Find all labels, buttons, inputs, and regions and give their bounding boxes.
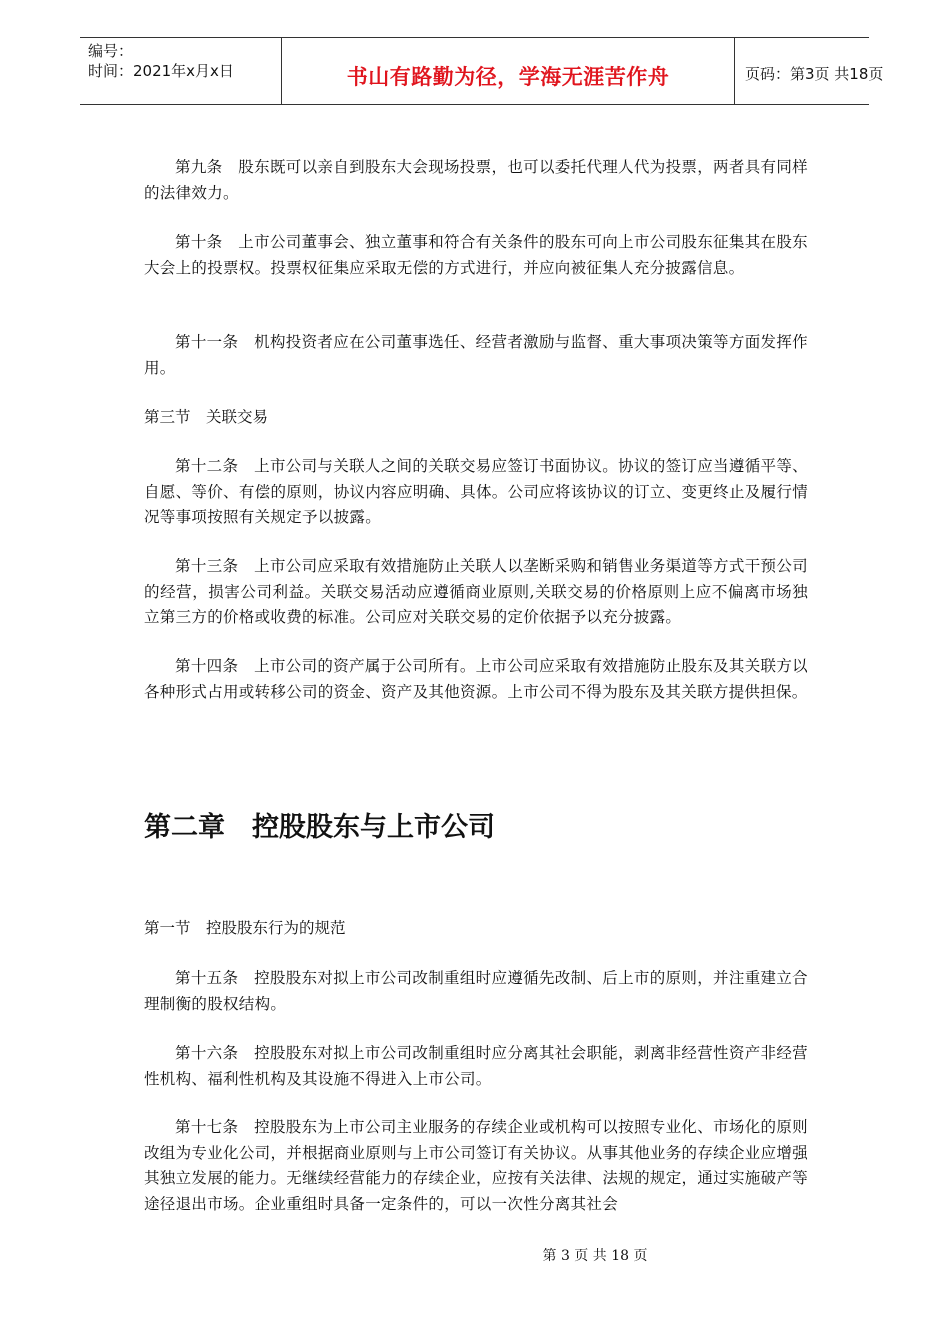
header-info-cell <box>80 38 281 104</box>
article-13: 第十三条 上市公司应采取有效措施防止关联人以垄断采购和销售业务渠道等方式干预公司的经营，损害公司利益。关联交易活动应遵循商业原则,关联交易的价格原则上应不偏离市场独立第三方的价格或收费的标准。公司应对关联交易的定价依据予以充分披露。 <box>144 557 808 626</box>
page-header <box>80 37 884 105</box>
article-14: 第十四条 上市公司的资产属于公司所有。上市公司应采取有效措施防止股东及其关联方以各种形式占用或转移公司的资金、资产及其他资源。上市公司不得为股东及其关联方提供担保。 <box>144 657 808 701</box>
header-page-number: 页码：第3页 共18页 <box>745 65 884 83</box>
article-15: 第十五条 控股股东对拟上市公司改制重组时应遵循先改制、后上市的原则，并注重建立合理制衡的股权结构。 <box>144 969 808 1013</box>
page-footer: 第 3 页 共 18 页 <box>542 1248 648 1264</box>
article-16: 第十六条 控股股东对拟上市公司改制重组时应分离其社会职能，剥离非经营性资产非经营性机构、福利性机构及其设施不得进入上市公司。 <box>144 1044 808 1088</box>
article-9: 第九条 股东既可以亲自到股东大会现场投票，也可以委托代理人代为投票，两者具有同样的法律效力。 <box>144 158 808 202</box>
article-11: 第十一条 机构投资者应在公司董事选任、经营者激励与监督、重大事项决策等方面发挥作用。 <box>144 333 808 377</box>
header-page-cell <box>735 38 884 104</box>
article-17: 第十七条 控股股东为上市公司主业服务的存续企业或机构可以按照专业化、市场化的原则改组为专业化公司，并根据商业原则与上市公司签订有关协议。从事其他业务的存续企业应增强其独立发展的能力。无继续经营能力的存续企业，应按有关法律、法规的规定，通过实施破产等途径退出市场。企业重组时具备一定条件的，可以一次性分离其社会 <box>144 1118 808 1213</box>
document-time: 时间：2021年x月x日 <box>88 62 234 80</box>
section-heading-3: 第三节 关联交易 <box>144 408 269 426</box>
article-12: 第十二条 上市公司与关联人之间的关联交易应签订书面协议。协议的签订应当遵循平等、自愿、等价、有偿的原则，协议内容应明确、具体。公司应将该协议的订立、变更终止及履行情况等事项按照有关规定予以披露。 <box>144 457 808 526</box>
header-motto-cell <box>281 38 735 104</box>
section-heading-1: 第一节 控股股东行为的规范 <box>144 919 346 937</box>
motto: 书山有路勤为径，学海无涯苦作舟 <box>346 65 670 89</box>
article-10: 第十条 上市公司董事会、独立董事和符合有关条件的股东可向上市公司股东征集其在股东大会上的投票权。投票权征集应采取无偿的方式进行，并应向被征集人充分披露信息。 <box>144 233 808 277</box>
chapter-heading: 第二章 控股股东与上市公司 <box>144 812 495 843</box>
document-number: 编号： <box>88 42 134 60</box>
